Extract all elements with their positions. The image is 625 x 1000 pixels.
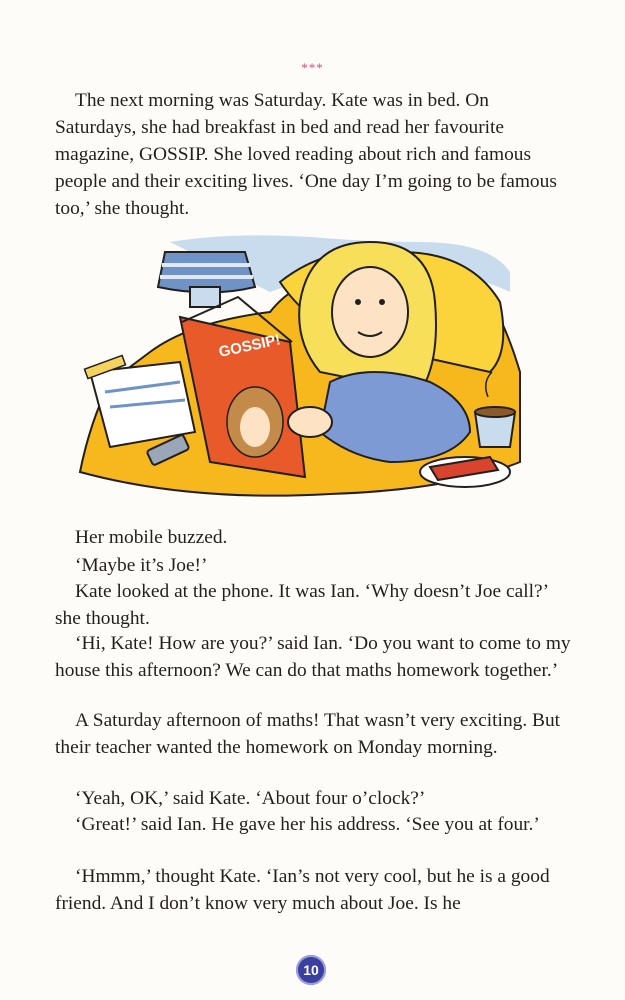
paragraph-text: come to my house this afternoon? We can do that maths homework together.’ <box>55 633 571 681</box>
paragraph-line: ‘Hmmm,’ thought Kate. ‘Ian’s not very cool, but he is a <box>75 866 506 887</box>
separator: *** <box>301 60 324 75</box>
page-number-badge: 10 <box>296 955 326 985</box>
paragraph-text: good friend. And I don’t know very much about Joe. Is he <box>55 866 550 914</box>
paragraph-line: Kate looked at the phone. It was Ian. ‘Why doesn’t Joe <box>75 581 502 602</box>
paragraph <box>55 524 575 551</box>
paragraph-line: ‘Maybe it’s Joe!’ <box>75 555 208 576</box>
paragraph-text: exciting. But their teacher wanted the homework on Monday morning. <box>55 710 561 758</box>
paragraph <box>55 707 575 761</box>
paragraph <box>55 630 575 684</box>
paragraph-line: Her mobile buzzed. <box>75 527 228 548</box>
paragraph-text: call?’ she thought. <box>55 581 548 629</box>
paragraph-text: four.’ <box>497 814 540 835</box>
paragraph-line: ‘Yeah, OK,’ said Kate. ‘About four o’clock?’ <box>75 788 426 809</box>
paragraph <box>55 552 575 579</box>
paragraph-text: Saturdays, she had breakfast in bed and read her favourite magazine, GOSSIP. She loved reading about rich and famous people and their exciting lives. ‘One day I’m going to be famous too,’ she thought. <box>55 117 557 219</box>
paragraph <box>55 863 575 917</box>
paragraph <box>55 87 575 222</box>
paragraph-line: ‘Hi, Kate! How are you?’ said Ian. ‘Do you want to <box>75 633 475 654</box>
paragraph <box>55 578 575 632</box>
magazine-title: GOSSIP! <box>217 331 282 361</box>
paragraph-line: ‘Great!’ said Ian. He gave her his address. ‘See you at <box>75 814 493 835</box>
paragraph-line: The next morning was Saturday. Kate was in bed. On <box>75 90 489 111</box>
kate-reading-in-bed-illustration <box>70 232 530 512</box>
paragraph-line: A Saturday afternoon of maths! That wasn’t very <box>75 710 456 731</box>
paragraph <box>55 785 575 812</box>
paragraph <box>55 811 575 838</box>
